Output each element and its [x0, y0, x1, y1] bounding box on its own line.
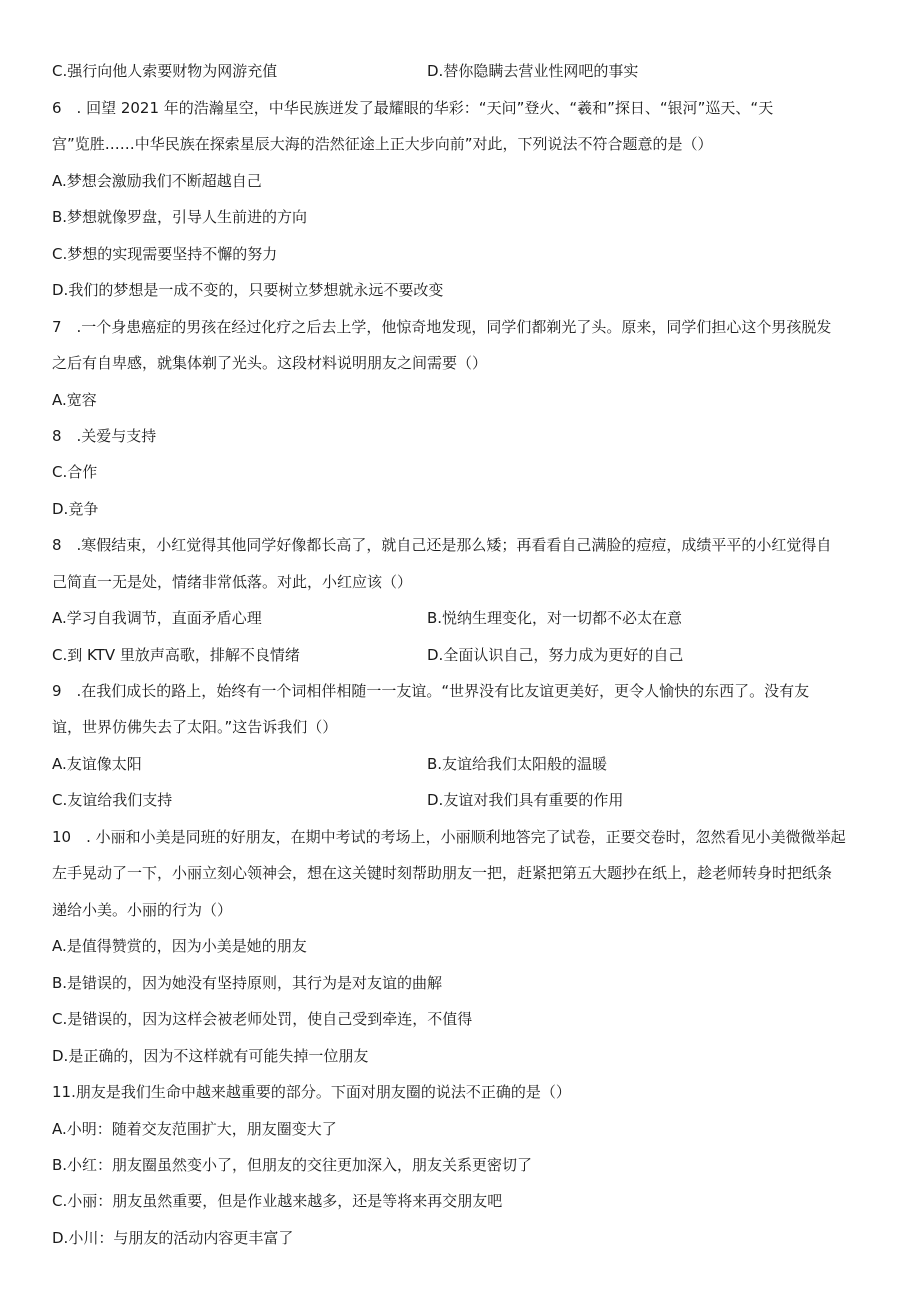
- q9-stem-line-2: 谊，世界仿佛失去了太阳。”这告诉我们（）: [52, 718, 338, 736]
- q6-option-d: D.我们的梦想是一成不变的，只要树立梦想就永远不要改变: [52, 281, 444, 299]
- q10-option-c: C.是错误的，因为这样会被老师处罚，使自己受到牵连，不值得: [52, 1010, 473, 1028]
- q11-option-c: C.小丽：朋友虽然重要，但是作业越来越多，还是等将来再交朋友吧: [52, 1192, 503, 1210]
- q9-option-b: B.友谊给我们太阳般的温暖: [427, 755, 608, 773]
- q10-option-a: A.是值得赞赏的，因为小美是她的朋友: [52, 937, 307, 955]
- q9-stem-line-1: 9 .在我们成长的路上，始终有一个词相伴相随一一友谊。“世界没有比友谊更美好，更令人愉快的东西了。没有友: [52, 682, 810, 700]
- q11-stem-line-1: 11.朋友是我们生命中越来越重要的部分。下面对朋友圈的说法不正确的是（）: [52, 1083, 571, 1101]
- q6-option-b: B.梦想就像罗盘，引导人生前进的方向: [52, 208, 308, 226]
- q11-option-b: B.小红：朋友圈虽然变小了，但朋友的交往更加深入，朋友关系更密切了: [52, 1156, 533, 1174]
- q9-option-d: D.友谊对我们具有重要的作用: [427, 791, 624, 809]
- q10-stem-line-1: 10 . 小丽和小美是同班的好朋友，在期中考试的考场上，小丽顺利地答完了试卷，正要交卷时，忽然看见小美微微举起: [52, 828, 846, 846]
- q5-option-d: D.替你隐瞒去营业性网吧的事实: [427, 62, 639, 80]
- q7-stem-line-1: 7 .一个身患癌症的男孩在经过化疗之后去上学，他惊奇地发现，同学们都剃光了头。原来，同学们担心这个男孩脱发: [52, 318, 832, 336]
- q8-stem-line-1: 8 .寒假结束，小红觉得其他同学好像都长高了，就自己还是那么矮；再看看自己满脸的痘痘，成绩平平的小红觉得自: [52, 536, 832, 554]
- q10-option-b: B.是错误的，因为她没有坚持原则，其行为是对友谊的曲解: [52, 974, 443, 992]
- q9-option-a: A.友谊像太阳: [52, 755, 142, 773]
- q8-option-c: C.到 KTV 里放声高歌，排解不良情绪: [52, 646, 300, 664]
- q7-option-b: 8 .关爱与支持: [52, 427, 157, 445]
- q8-option-a: A.学习自我调节，直面矛盾心理: [52, 609, 262, 627]
- q5-option-c: C.强行向他人索要财物为网游充值: [52, 62, 278, 80]
- q7-option-c: C.合作: [52, 463, 98, 481]
- q6-stem-line-2: 宫”览胜……中华民族在探索星辰大海的浩然征途上正大步向前”对此，下列说法不符合题意的是（）: [52, 135, 713, 153]
- q10-stem-line-2: 左手晃动了一下，小丽立刻心领神会，想在这关键时刻帮助朋友一把，赶紧把第五大题抄在纸上，趁老师转身时把纸条: [52, 864, 833, 882]
- q11-option-d: D.小川：与朋友的活动内容更丰富了: [52, 1229, 294, 1247]
- q7-stem-line-2: 之后有自卑感，就集体剃了光头。这段材料说明朋友之间需要（）: [52, 354, 488, 372]
- q8-option-b: B.悦纳生理变化，对一切都不必太在意: [427, 609, 683, 627]
- q6-stem-line-1: 6 . 回望 2021 年的浩瀚星空，中华民族迸发了最耀眼的华彩：“天问”登火、“羲和”探日、“银河”巡天、“天: [52, 99, 774, 117]
- q10-stem-line-3: 递给小美。小丽的行为（）: [52, 901, 233, 919]
- q10-option-d: D.是正确的，因为不这样就有可能失掉一位朋友: [52, 1047, 369, 1065]
- q6-option-c: C.梦想的实现需要坚持不懈的努力: [52, 245, 278, 263]
- q11-option-a: A.小明：随着交友范围扩大，朋友圈变大了: [52, 1120, 337, 1138]
- q8-option-d: D.全面认识自己，努力成为更好的自己: [427, 646, 684, 664]
- q7-option-d: D.竞争: [52, 500, 99, 518]
- q9-option-c: C.友谊给我们支持: [52, 791, 173, 809]
- q6-option-a: A.梦想会激励我们不断超越自己: [52, 172, 262, 190]
- q8-stem-line-2: 己简直一无是处，情绪非常低落。对此，小红应该（）: [52, 573, 413, 591]
- q7-option-a: A.宽容: [52, 391, 97, 409]
